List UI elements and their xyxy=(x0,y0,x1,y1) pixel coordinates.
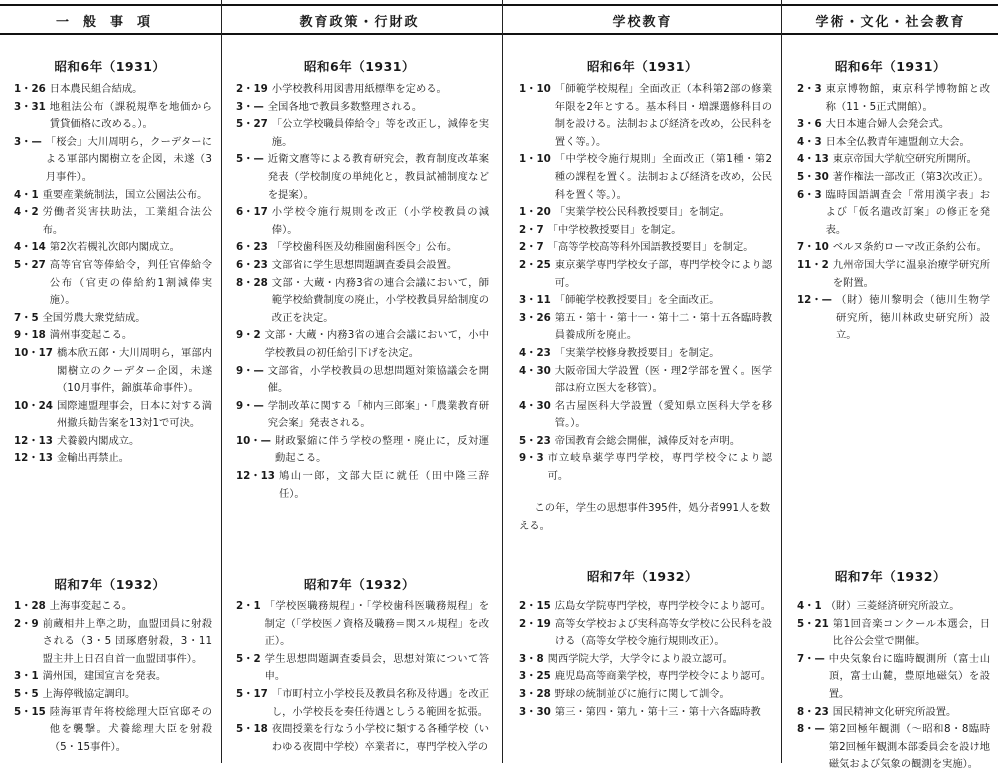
entry-text: 関西学院大学，大学令により設立認可。 xyxy=(547,652,733,665)
chronology-entry xyxy=(797,721,990,774)
entry-date: 5・21 xyxy=(797,617,829,630)
entry-text: 大日本連合婦人会発会式。 xyxy=(825,118,950,131)
entry-date: 5・17 xyxy=(236,687,268,700)
entry-date: 2・9 xyxy=(14,617,39,630)
entry-text: 全国各地で教員多数整理される。 xyxy=(267,100,423,113)
entry-text: 第1回音楽コンクール本選会，日比谷公会堂で開催。 xyxy=(832,617,990,648)
entry-text: 市立岐阜薬学専門学校，専門学校令により認可。 xyxy=(547,452,772,483)
chronology-entry xyxy=(14,433,212,451)
entry-text: 第三・第四・第九・第十三・第十六各臨時教 xyxy=(554,705,761,718)
entry-text: 重要産業統制法，国立公園法公布。 xyxy=(42,188,208,201)
chronology-entry xyxy=(519,686,772,704)
chronology-entry xyxy=(14,257,212,310)
column-academic-culture xyxy=(783,0,998,771)
entry-date: 1・20 xyxy=(519,206,551,219)
entry-date: 4・1 xyxy=(797,600,822,612)
entry-text: 「実業学校公民科教授要目」を制定。 xyxy=(554,206,730,219)
entry-date: 4・3 xyxy=(797,135,822,148)
entry-date: 2・3 xyxy=(797,83,822,95)
entry-text: 東京博物館，東京科学博物館と改称（11・5正式開館）。 xyxy=(825,83,990,113)
entry-text: 陸海軍青年将校総理大臣官邸その他を襲撃。犬養総理大臣を射殺（5・15事件）。 xyxy=(49,705,212,753)
entry-date: 3・— xyxy=(14,135,42,148)
entry-text: 犬養毅内閣成立。 xyxy=(56,434,140,447)
entry-date: 12・13 xyxy=(14,434,53,447)
chronology-entry xyxy=(236,363,489,398)
chronology-entry xyxy=(14,134,212,187)
entry-date: 8・23 xyxy=(797,705,829,718)
chronology-entry xyxy=(797,598,990,616)
entry-date: 4・23 xyxy=(519,346,551,359)
chronology-entry xyxy=(14,204,212,239)
entry-text: 前蔵相井上準之助，血盟団員に射殺される（3・5 団琢磨射殺，3・11盟主井上日召自首一血盟団事件）。 xyxy=(42,617,212,665)
entry-text: 第2次若槻礼次郎内閣成立。 xyxy=(49,241,180,254)
entry-date: 5・30 xyxy=(797,170,829,183)
chronology-entry xyxy=(236,651,489,686)
entry-date: 3・30 xyxy=(519,705,551,718)
entry-date: 1・10 xyxy=(519,83,551,95)
chronology-entry xyxy=(236,151,489,204)
entry-text: 「学校歯科医及幼稚園歯科医令」公布。 xyxy=(271,241,458,254)
chronology-entry xyxy=(519,204,772,222)
entry-date: 12・13 xyxy=(14,452,53,465)
entry-date: 2・25 xyxy=(519,258,551,271)
entry-date: 5・5 xyxy=(14,687,39,700)
entry-date: 9・18 xyxy=(14,329,46,342)
entry-date: 3・11 xyxy=(519,294,551,307)
entry-date: 10・24 xyxy=(14,399,53,412)
entry-text: 「桜会」大川周明ら，クーデターによる軍部内閣樹立を企図，未遂（3月事件）。 xyxy=(45,135,212,183)
column-header: 学校教育 xyxy=(612,14,673,30)
chronology-entry xyxy=(519,668,772,686)
entry-text: 国際連盟理事会，日本に対する満州撤兵勧告案を13対1で可決。 xyxy=(56,399,212,430)
entry-date: 3・— xyxy=(236,100,264,113)
entry-date: 6・17 xyxy=(236,206,268,219)
entry-date: 10・17 xyxy=(14,346,53,359)
entry-date: 4・30 xyxy=(519,364,551,377)
entry-date: 5・15 xyxy=(14,705,46,718)
entry-date: 7・— xyxy=(797,652,825,665)
chronology-entry xyxy=(14,598,212,616)
entry-text: 帝国教育会総会開催，減俸反対を声明。 xyxy=(554,434,741,447)
entry-date: 3・25 xyxy=(519,670,551,683)
entry-list xyxy=(14,598,212,756)
chronology-entry xyxy=(519,292,772,310)
entry-text: 東京帝国大学航空研究所開所。 xyxy=(832,153,977,166)
entry-date: 5・27 xyxy=(236,118,268,131)
chronology-entry xyxy=(519,151,772,204)
entry-list xyxy=(797,81,990,345)
entry-date: 4・1 xyxy=(14,188,39,201)
entry-text: 文部・大蔵・内務3省の連合会議において，師範学校給費制度の廃止，小学校教員昇給制度の改正を決定。 xyxy=(271,276,489,324)
entry-date: 7・5 xyxy=(14,311,39,324)
entry-date: 2・7 xyxy=(519,223,544,236)
entry-date: 6・23 xyxy=(236,258,268,271)
entry-text: 「公立学校職員俸給令」等を改正し，減俸を実施。 xyxy=(271,118,489,148)
entry-date: 11・2 xyxy=(797,258,829,271)
entry-text: 上海停戦協定調印。 xyxy=(42,687,136,700)
chronology-entry xyxy=(519,239,772,257)
chronology-entry xyxy=(14,310,212,328)
entry-text: 労働者災害扶助法，工業組合法公布。 xyxy=(42,206,212,236)
entry-date: 4・14 xyxy=(14,241,46,254)
entry-text: 「師範学校規程」全面改正（本科第2部の修業年限を2年とする。基本科目・増課選修科目の制を設ける。法制および経済を改め，公民科を置く等。）。 xyxy=(554,83,772,148)
entry-list xyxy=(519,598,772,721)
chronology-entry xyxy=(519,704,772,722)
entry-date: 9・3 xyxy=(519,452,544,465)
chronology-entry xyxy=(519,616,772,651)
entry-text: 「師範学校教授要目」を全面改正。 xyxy=(554,294,720,307)
entry-date: 3・31 xyxy=(14,100,46,113)
entry-text: 文部・大蔵・内務3省の連合会議において，小中学校教員の初任給引下げを決定。 xyxy=(264,329,489,359)
chronology-entry xyxy=(236,257,489,275)
entry-text: 「実業学校修身教授要目」を制定。 xyxy=(554,346,720,359)
entry-date: 5・27 xyxy=(14,258,46,271)
entry-text: 学生思想問題調査委員会，思想対策について答申。 xyxy=(264,652,489,683)
entry-text: 鳩山一郎，文部大臣に就任（田中隆三辞任）。 xyxy=(278,470,489,500)
chronology-entry xyxy=(236,99,489,117)
year-heading: 昭和6年（1931） xyxy=(54,59,166,74)
chronology-entry xyxy=(519,598,772,616)
entry-text: 九州帝国大学に温泉治療学研究所を附置。 xyxy=(832,258,990,289)
entry-date: 4・13 xyxy=(797,153,829,166)
chronology-entry xyxy=(14,99,212,134)
entry-list xyxy=(797,598,990,774)
entry-text: 野球の統制並びに施行に関して訓令。 xyxy=(554,687,730,700)
entry-date: 6・3 xyxy=(797,188,822,201)
chronology-entry xyxy=(14,616,212,669)
entry-date: 10・— xyxy=(236,434,271,447)
entry-text: 「市町村立小学校長及教員名称及待遇」を改正し，小学校長を奏任待遇としうる範囲を拡張。 xyxy=(271,687,489,718)
entry-text: 文部省，小学校教員の思想問題対策協議会を開催。 xyxy=(267,364,489,395)
entry-text: 近衛文麿等による教育研究会，教育制度改革案発表（学校制度の単純化と，教員試補制度などを提案）。 xyxy=(267,153,489,201)
year-heading: 昭和7年（1932） xyxy=(587,569,698,584)
entry-text: 小学校令施行規則を改正（小学校教員の減俸）。 xyxy=(271,206,489,236)
entry-text: 臨時国語調査会「常用漢字表」および「仮名遣改訂案」の修正を発表。 xyxy=(825,188,990,236)
entry-text: 小学校教科用図書用紙標準を定める。 xyxy=(271,83,447,95)
entry-date: 5・2 xyxy=(236,652,261,665)
chronology-entry xyxy=(236,204,489,239)
entry-list xyxy=(519,81,772,486)
entry-text: 名古屋医科大学設置（愛知県立医科大学を移管。）。 xyxy=(554,399,772,430)
column-divider xyxy=(781,0,782,763)
chronology-entry xyxy=(519,398,772,433)
entry-date: 9・— xyxy=(236,399,264,412)
entry-text: 財政緊縮に伴う学校の整理・廃止に，反対運動起こる。 xyxy=(274,434,489,465)
year-heading: 昭和7年（1932） xyxy=(835,569,946,584)
entry-date: 12・13 xyxy=(236,470,275,483)
entry-text: （財）三菱経済研究所設立。 xyxy=(825,600,960,612)
entry-date: 2・19 xyxy=(236,83,268,95)
entry-text: 上海事変起こる。 xyxy=(49,600,133,612)
chronology-entry xyxy=(14,327,212,345)
entry-text: 高等女学校および実科高等女学校に公民科を設ける（高等女学校令施行規則改正）。 xyxy=(554,617,772,648)
entry-text: 第五・第十・第十一・第十二・第十五各臨時教員養成所を廃止。 xyxy=(554,311,772,342)
entry-date: 9・2 xyxy=(236,329,261,342)
year-heading: 昭和6年（1931） xyxy=(835,59,946,74)
entry-date: 5・— xyxy=(236,153,264,166)
entry-date: 2・19 xyxy=(519,617,551,630)
chronology-entry xyxy=(797,81,990,116)
entry-text: 「中学校教授要目」を制定。 xyxy=(547,223,682,236)
entry-list xyxy=(14,81,212,468)
entry-list xyxy=(236,598,489,756)
entry-text: 「高等学校高等科外国語教授要目」を制定。 xyxy=(547,241,754,254)
entry-date: 4・30 xyxy=(519,399,551,412)
entry-date: 12・— xyxy=(797,294,832,307)
column-header: 学術・文化・社会教育 xyxy=(815,14,966,30)
entry-text: 東京薬学専門学校女子部，専門学校令により認可。 xyxy=(554,258,772,289)
chronology-entry xyxy=(519,310,772,345)
chronology-entry xyxy=(236,239,489,257)
entry-date: 8・— xyxy=(797,723,825,736)
year-heading: 昭和6年（1931） xyxy=(587,59,698,74)
chronology-entry xyxy=(14,398,212,433)
chronology-entry xyxy=(797,134,990,152)
entry-text: 橋本欣五郎・大川周明ら，軍部内閣樹立のクーデター企図，未遂（10月事件，錦旗革命事件）。 xyxy=(56,346,212,395)
chronology-entry xyxy=(519,450,772,485)
chronology-entry xyxy=(236,81,489,99)
entry-date: 7・10 xyxy=(797,241,829,254)
chronology-entry xyxy=(14,239,212,257)
entry-date: 3・1 xyxy=(14,670,39,683)
chronology-entry xyxy=(797,169,990,187)
chronology-entry xyxy=(236,275,489,328)
chronology-entry xyxy=(236,686,489,721)
entry-date: 5・23 xyxy=(519,434,551,447)
entry-date: 4・2 xyxy=(14,206,39,219)
entry-text: 夜間授業を行なう小学校に類する各種学校（いわゆる夜間中学校）卒業者に，専門学校入学の xyxy=(271,723,489,753)
year-note: この年，学生の思想事件395件，処分者991人を数える。 xyxy=(519,502,770,532)
entry-text: 日本農民組合結成。 xyxy=(49,83,143,95)
entry-text: 満州事変起こる。 xyxy=(49,329,133,342)
entry-text: 第2回極年観測（〜昭和8・8臨時第2回極年観測本部委員会を設け地磁気および気象の観測を実施）。 xyxy=(828,723,990,771)
chronology-entry xyxy=(236,327,489,362)
chronology-entry xyxy=(519,222,772,240)
column-school-education xyxy=(505,0,780,763)
chronology-entry xyxy=(519,345,772,363)
column-divider xyxy=(502,0,503,763)
entry-text: （財）徳川黎明会（徳川生物学研究所，徳川林政史研究所）設立。 xyxy=(835,294,990,342)
column-education-policy xyxy=(222,0,497,763)
entry-text: 満州国，建国宣言を発表。 xyxy=(42,670,167,683)
chronology-entry xyxy=(797,651,990,704)
year-heading: 昭和6年（1931） xyxy=(304,59,415,74)
chronology-entry xyxy=(236,598,489,651)
column-header: 一般事項 xyxy=(55,14,164,30)
entry-text: 地租法公布（課税規準を地価から賃貸価格に改める。）。 xyxy=(49,100,212,131)
column-header: 教育政策・行財政 xyxy=(299,14,420,30)
column-general-affairs xyxy=(0,0,220,763)
entry-text: ベルヌ条約ローマ改正条約公布。 xyxy=(832,241,987,254)
chronology-entry xyxy=(797,187,990,240)
entry-text: 著作権法一部改正（第3次改正）。 xyxy=(832,170,989,183)
chronology-entry xyxy=(519,81,772,151)
entry-text: 大阪帝国大学設置（医・理2学部を置く。医学部は府立医大を移管）。 xyxy=(554,364,772,395)
chronology-entry xyxy=(797,116,990,134)
chronology-entry xyxy=(14,345,212,398)
entry-date: 1・26 xyxy=(14,83,46,95)
entry-text: 学制改革に関する「柿内三郎案」・「農業教育研究会案」発表される。 xyxy=(267,399,489,430)
chronology-entry xyxy=(797,239,990,257)
entry-date: 8・28 xyxy=(236,276,268,289)
chronology-entry xyxy=(14,668,212,686)
year-heading: 昭和7年（1932） xyxy=(54,577,166,592)
entry-text: 文部省に学生思想問題調査委員会設置。 xyxy=(271,258,458,271)
chronology-entry xyxy=(236,468,489,503)
chronology-entry xyxy=(519,433,772,451)
chronology-entry xyxy=(14,187,212,205)
chronology-entry xyxy=(236,116,489,151)
entry-date: 2・15 xyxy=(519,600,551,612)
entry-date: 9・— xyxy=(236,364,264,377)
chronology-entry xyxy=(519,651,772,669)
entry-text: 広島女学院専門学校，専門学校令により認可。 xyxy=(554,600,772,612)
chronology-entry xyxy=(519,257,772,292)
chronology-entry xyxy=(797,292,990,345)
entry-text: 「学校医職務規程」・「学校歯科医職務規程」を制定（「学校医ノ資格及職務＝関スル規程」を改正）。 xyxy=(264,600,489,648)
chronology-entry xyxy=(14,704,212,757)
entry-date: 2・7 xyxy=(519,241,544,254)
entry-date: 1・28 xyxy=(14,600,46,612)
entry-text: 「中学校令施行規則」全面改正（第1種・第2種の課程を置く。法制および経済を改め，公民科を置く等。）。 xyxy=(554,153,772,201)
chronology-entry xyxy=(236,433,489,468)
chronology-entry xyxy=(797,616,990,651)
entry-date: 3・6 xyxy=(797,118,822,131)
entry-text: 国民精神文化研究所設置。 xyxy=(832,705,957,718)
entry-date: 3・28 xyxy=(519,687,551,700)
entry-date: 2・1 xyxy=(236,600,261,612)
entry-date: 3・8 xyxy=(519,652,544,665)
entry-text: 全国労農大衆党結成。 xyxy=(42,311,146,324)
chronology-entry xyxy=(14,450,212,468)
chronology-entry xyxy=(236,721,489,756)
entry-date: 6・23 xyxy=(236,241,268,254)
entry-date: 3・26 xyxy=(519,311,551,324)
year-heading: 昭和7年（1932） xyxy=(304,577,415,592)
chronology-entry xyxy=(236,398,489,433)
entry-text: 日本全仏教青年連盟創立大会。 xyxy=(825,135,970,148)
entry-date: 5・18 xyxy=(236,723,268,736)
chronology-entry xyxy=(797,704,990,722)
chronology-entry xyxy=(14,686,212,704)
entry-text: 中央気象台に臨時観測所（富士山頂，富士山麓，豊原地磁気）を設置。 xyxy=(828,652,990,700)
entry-date: 1・10 xyxy=(519,153,551,166)
chronology-entry xyxy=(519,363,772,398)
entry-text: 高等官官等俸給令，判任官俸給令公布（官吏の俸給約1割減俸実施）。 xyxy=(49,258,212,307)
entry-text: 金輸出再禁止。 xyxy=(56,452,130,465)
chronology-entry xyxy=(14,81,212,99)
entry-text: 鹿児島高等商業学校，専門学校令により認可。 xyxy=(554,670,772,683)
chronology-entry xyxy=(797,257,990,292)
entry-list xyxy=(236,81,489,503)
chronology-entry xyxy=(797,151,990,169)
